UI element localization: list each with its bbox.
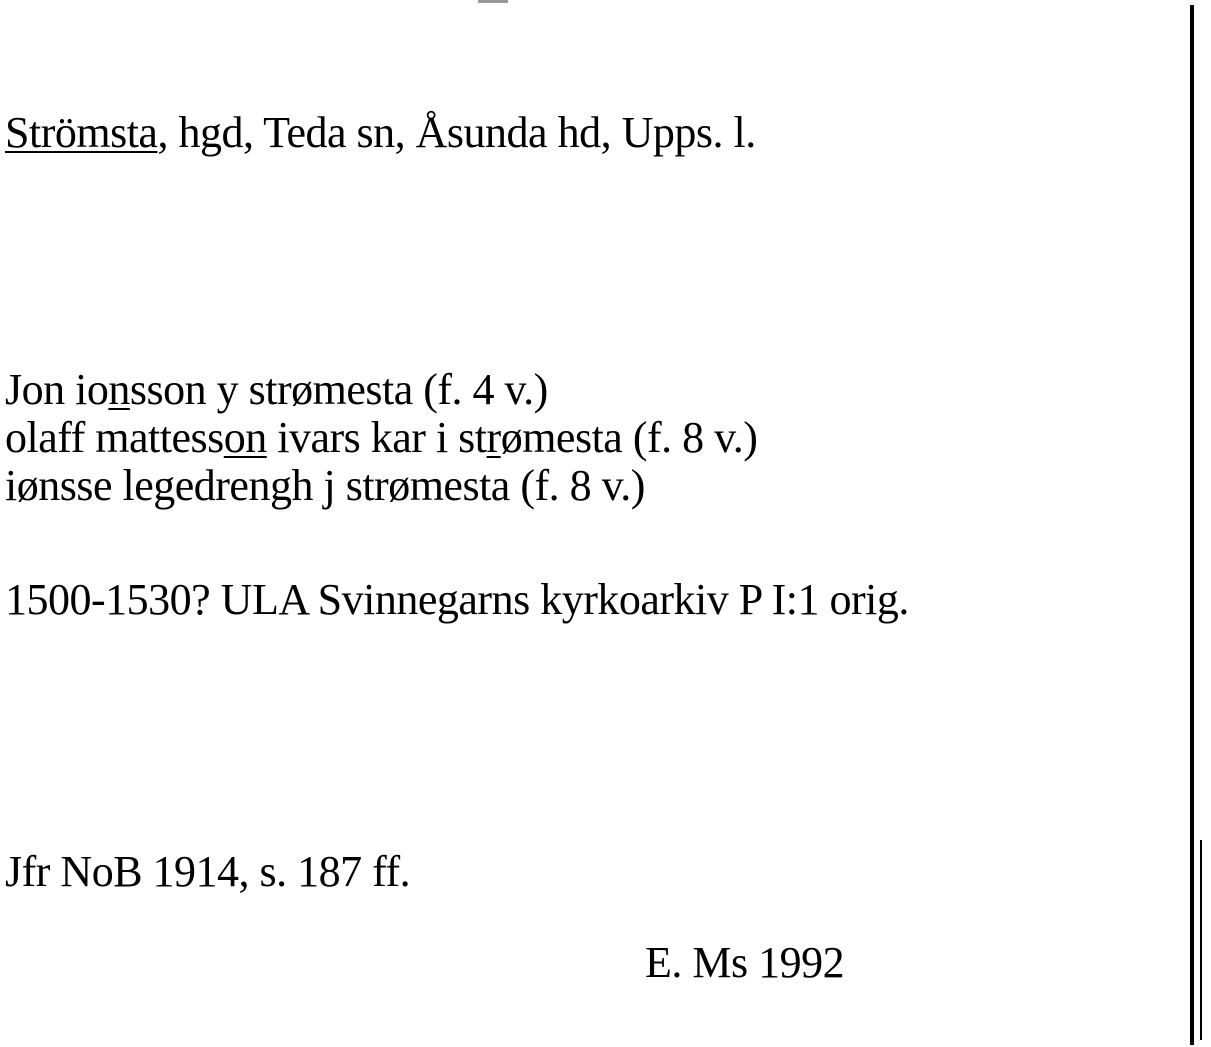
card-edge-line-secondary [1200, 840, 1202, 1040]
entry-line-2: olaff mattesson ivars kar i strømesta (f. 8 v.) [5, 413, 758, 462]
place-name: Strömsta [5, 108, 158, 157]
card-edge-line [1190, 5, 1194, 1045]
source-citation: 1500-1530? ULA Svinnegarns kyrkoarkiv P I:1 orig. [5, 575, 909, 624]
entry-line-1: Jon ionsson y strømesta (f. 4 v.) [5, 365, 548, 414]
place-description: , hgd, Teda sn, Åsunda hd, Upps. l. [157, 108, 756, 157]
signature: E. Ms 1992 [645, 938, 845, 987]
reference-note: Jfr NoB 1914, s. 187 ff. [5, 847, 411, 896]
entry-line-3: iønsse legedrengh j strømesta (f. 8 v.) [5, 461, 645, 510]
scan-mark [478, 0, 508, 3]
card-heading [5, 108, 756, 158]
